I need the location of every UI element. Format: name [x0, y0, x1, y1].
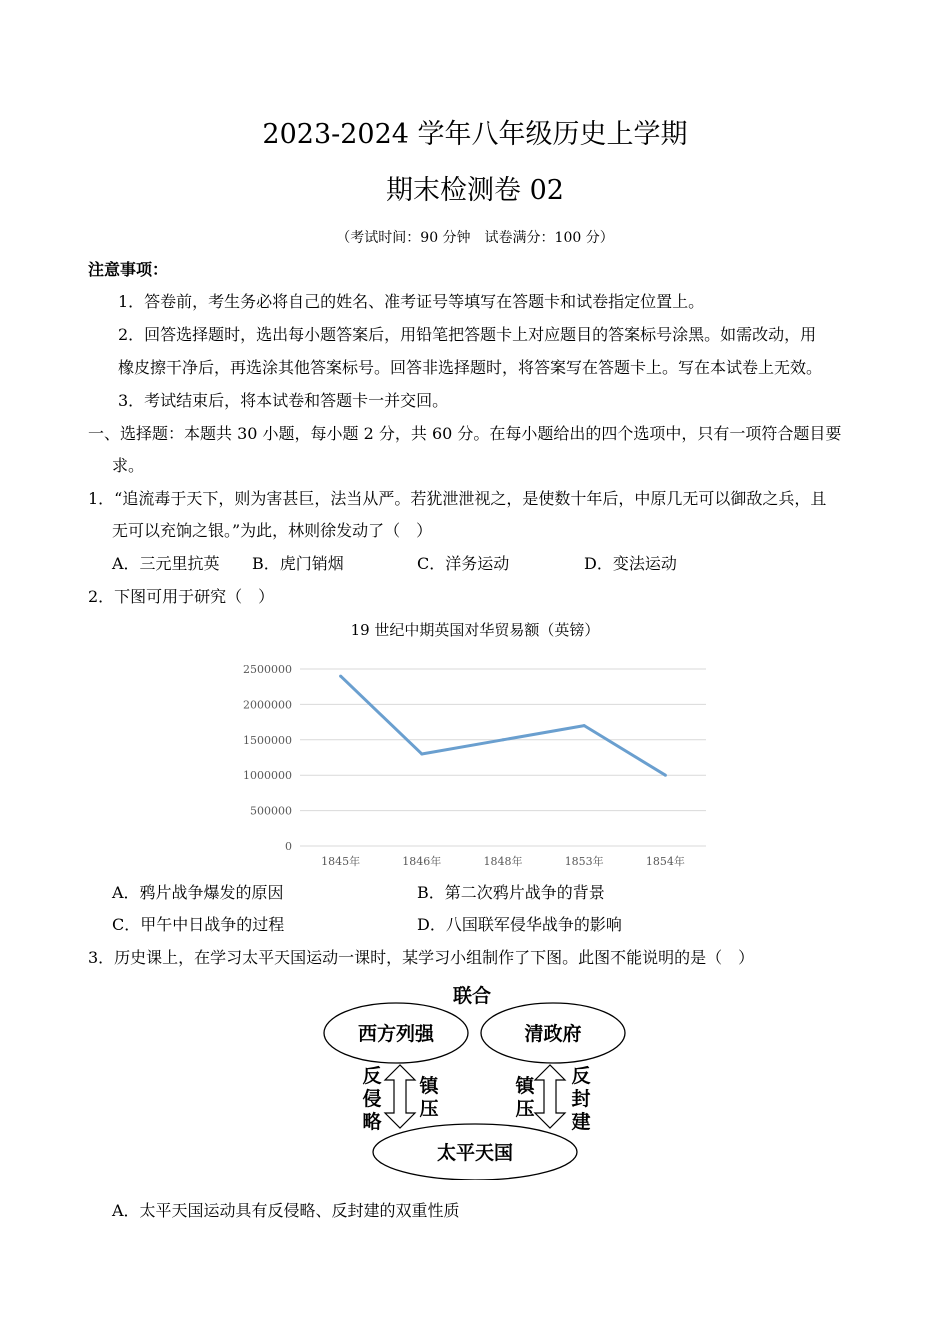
- question-2-option-a: A．鸦片战争爆发的原因: [112, 883, 284, 902]
- taiping-relation-diagram: [310, 980, 640, 1180]
- x-tick-label: 1846年: [402, 855, 442, 868]
- chart-title: 19 世纪中期英国对华贸易额（英镑）: [350, 621, 600, 639]
- x-tick-label: 1845年: [321, 855, 361, 868]
- question-1-stem: 1．“追流毒于天下，则为害甚巨，法当从严。若犹泄泄视之，是使数十年后，中原几无可以御敌之兵，且: [88, 489, 827, 508]
- y-tick-label: 2000000: [243, 698, 292, 712]
- question-1-option-b: B．虎门销烟: [252, 554, 344, 573]
- notice-item: 3．考试结束后，将本试卷和答题卡一并交回。: [118, 391, 449, 410]
- left-up-label-char: 反: [362, 1065, 382, 1087]
- question-2-stem: 2．下图可用于研究（ ）: [88, 587, 275, 606]
- right-double-arrow: [535, 1065, 565, 1128]
- left-down-label-char: 镇: [419, 1075, 439, 1097]
- right-down-label-char: 镇: [515, 1075, 535, 1097]
- data-point: [664, 774, 667, 777]
- data-point: [339, 675, 342, 678]
- right-down-label-char: 压: [515, 1098, 535, 1120]
- x-tick-label: 1854年: [645, 855, 685, 868]
- page-subtitle: 期末检测卷 02: [386, 175, 564, 206]
- left-node-label: 西方列强: [357, 1023, 435, 1045]
- question-2-option-d: D．八国联军侵华战争的影响: [417, 915, 622, 934]
- x-tick-label: 1848年: [483, 855, 523, 868]
- notice-item: 1．答卷前，考生务必将自己的姓名、准考证号等填写在答题卡和试卷指定位置上。: [118, 292, 705, 311]
- right-node-label: 清政府: [524, 1023, 582, 1045]
- y-tick-label: 2500000: [243, 663, 292, 676]
- data-point: [583, 724, 586, 727]
- page-title: 2023-2024 学年八年级历史上学期: [262, 119, 688, 150]
- series-line: [341, 676, 666, 775]
- data-point: [420, 752, 423, 755]
- y-tick-label: 1000000: [243, 769, 292, 783]
- left-up-label-char: 侵: [362, 1088, 382, 1110]
- right-up-label-char: 建: [571, 1111, 591, 1133]
- section-heading-cont: 求。: [112, 456, 145, 475]
- y-tick-label: 1500000: [243, 733, 292, 747]
- right-up-label-char: 反: [571, 1065, 591, 1087]
- question-1-option-a: A．三元里抗英: [112, 554, 220, 573]
- notice-item: 2．回答选择题时，选出每小题答案后，用铅笔把答题卡上对应题目的答案标号涂黑。如需改动，用: [118, 325, 817, 344]
- question-3-stem: 3．历史课上，在学习太平天国运动一课时，某学习小组制作了下图。此图不能说明的是（ ）: [88, 948, 755, 967]
- right-up-label-char: 封: [571, 1088, 591, 1110]
- left-up-label-char: 略: [362, 1111, 382, 1133]
- question-2-option-b: B．第二次鸦片战争的背景: [417, 883, 605, 902]
- exam-info: （考试时间：90 分钟 试卷满分：100 分）: [336, 230, 614, 246]
- question-3-option-a: A．太平天国运动具有反侵略、反封建的双重性质: [112, 1201, 460, 1220]
- question-2-option-c: C．甲午中日战争的过程: [112, 915, 285, 934]
- question-1-option-c: C．洋务运动: [417, 554, 510, 573]
- y-tick-label: 0: [285, 840, 292, 853]
- bottom-node-label: 太平天国: [436, 1142, 514, 1164]
- section-heading: 一、选择题：本题共 30 小题，每小题 2 分，共 60 分。在每小题给出的四个选项中，只有一项符合题目要: [88, 424, 842, 443]
- left-down-label-char: 压: [419, 1098, 439, 1120]
- diagram-top-label: 联合: [452, 985, 492, 1007]
- data-point: [502, 738, 505, 741]
- left-double-arrow: [385, 1065, 415, 1128]
- y-tick-label: 500000: [250, 804, 292, 818]
- question-1-stem-cont: 无可以充饷之银。”为此，林则徐发动了（ ）: [112, 521, 433, 540]
- trade-line-chart: [230, 650, 720, 875]
- notice-item: 橡皮擦干净后，再选涂其他答案标号。回答非选择题时，将答案写在答题卡上。写在本试卷上无效。: [118, 358, 823, 377]
- x-tick-label: 1853年: [564, 855, 604, 868]
- question-1-option-d: D．变法运动: [584, 554, 677, 573]
- notice-heading: 注意事项：: [88, 260, 169, 279]
